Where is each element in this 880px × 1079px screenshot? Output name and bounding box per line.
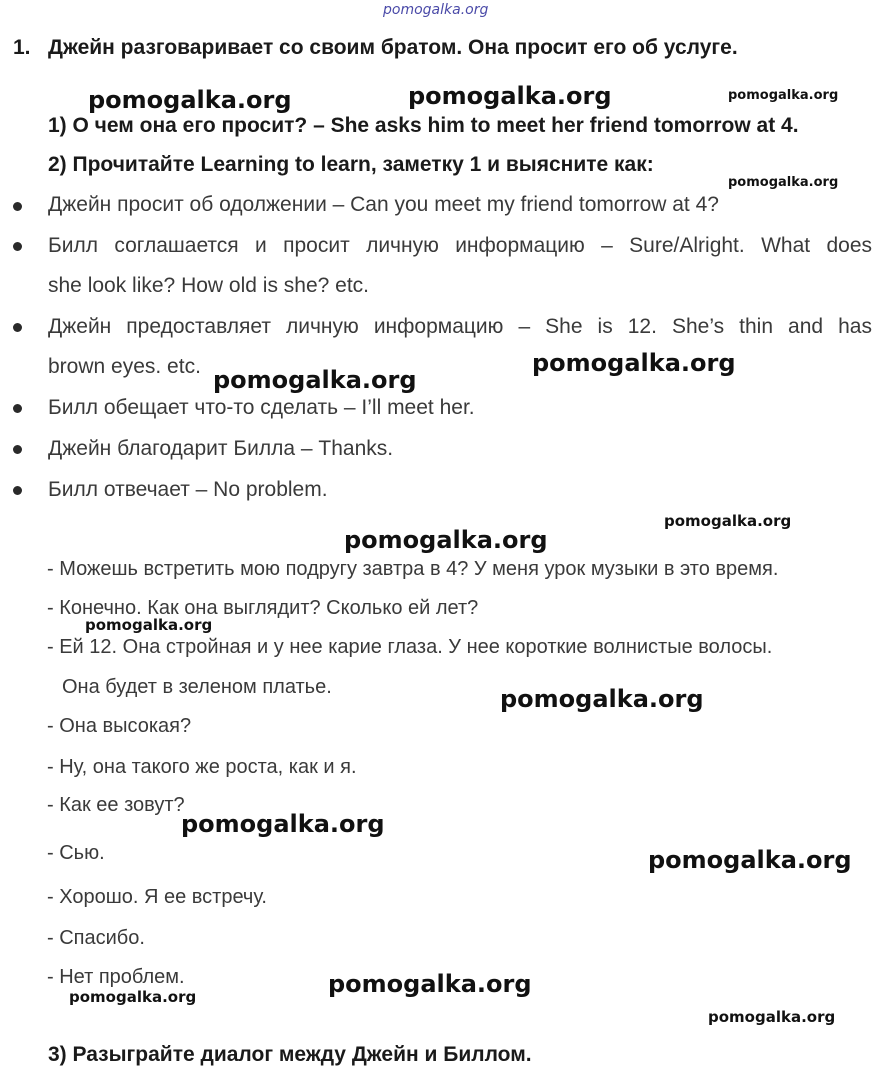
top-watermark: pomogalka.org [383,2,489,18]
dialogue-line: - Хорошо. Я ее встречу. [47,886,267,908]
dialogue-line: - Можешь встретить мою подругу завтра в 4? У меня урок музыки в это время. [47,558,779,580]
task-title: Джейн разговаривает со своим братом. Она просит его об услуге. [48,36,738,59]
dialogue-line: - Спасибо. [47,927,145,949]
question-2: 2) Прочитайте Learning to learn, заметку 1 и выясните как: [48,153,654,176]
dialogue-line-continued: Она будет в зеленом платье. [62,676,332,698]
watermark: pomogalka.org [708,1008,836,1026]
task-number: 1. [13,36,31,59]
watermark: pomogalka.org [728,175,839,190]
bullet-item: Билл обещает что-то сделать – I’ll meet her. [48,396,475,419]
dialogue-line: - Как ее зовут? [47,794,185,816]
dialogue-line: - Нет проблем. [47,966,185,988]
watermark: pomogalka.org [181,810,385,838]
watermark: pomogalka.org [344,526,548,554]
bullet-item: Билл соглашается и просит личную информацию – Sure/Alright. What does [48,234,872,257]
bullet-dot [13,486,22,495]
dialogue-line: - Конечно. Как она выглядит? Сколько ей лет? [47,597,479,619]
bullet-dot [13,323,22,332]
bullet-item: Билл отвечает – No problem. [48,478,328,501]
watermark: pomogalka.org [648,846,852,874]
bullet-item-continued: she look like? How old is she? etc. [48,274,369,297]
bullet-dot [13,445,22,454]
watermark: pomogalka.org [69,988,197,1006]
bullet-dot [13,242,22,251]
watermark: pomogalka.org [85,616,213,634]
question-1: 1) О чем она его просит? – She asks him to meet her friend tomorrow at 4. [48,114,799,137]
watermark: pomogalka.org [728,88,839,103]
bullet-item: Джейн предоставляет личную информацию – She is 12. She’s thin and has [48,315,872,338]
watermark: pomogalka.org [532,349,736,377]
watermark: pomogalka.org [88,86,292,114]
bullet-item: Джейн благодарит Билла – Thanks. [48,437,394,460]
watermark: pomogalka.org [500,685,704,713]
bullet-dot [13,202,22,211]
watermark: pomogalka.org [664,512,792,530]
question-3: 3) Разыграйте диалог между Джейн и Биллом. [48,1043,532,1066]
bullet-dot [13,404,22,413]
dialogue-line: - Она высокая? [47,715,192,737]
dialogue-line: - Сью. [47,842,105,864]
watermark: pomogalka.org [328,970,532,998]
bullet-item: Джейн просит об одолжении – Can you meet my friend tomorrow at 4? [48,193,719,216]
dialogue-line: - Ну, она такого же роста, как и я. [47,756,357,778]
watermark: pomogalka.org [408,82,612,110]
watermark: pomogalka.org [213,366,417,394]
dialogue-line: - Ей 12. Она стройная и у нее карие глаза. У нее короткие волнистые волосы. [47,636,773,658]
bullet-item-continued: brown eyes. etc. [48,355,201,378]
